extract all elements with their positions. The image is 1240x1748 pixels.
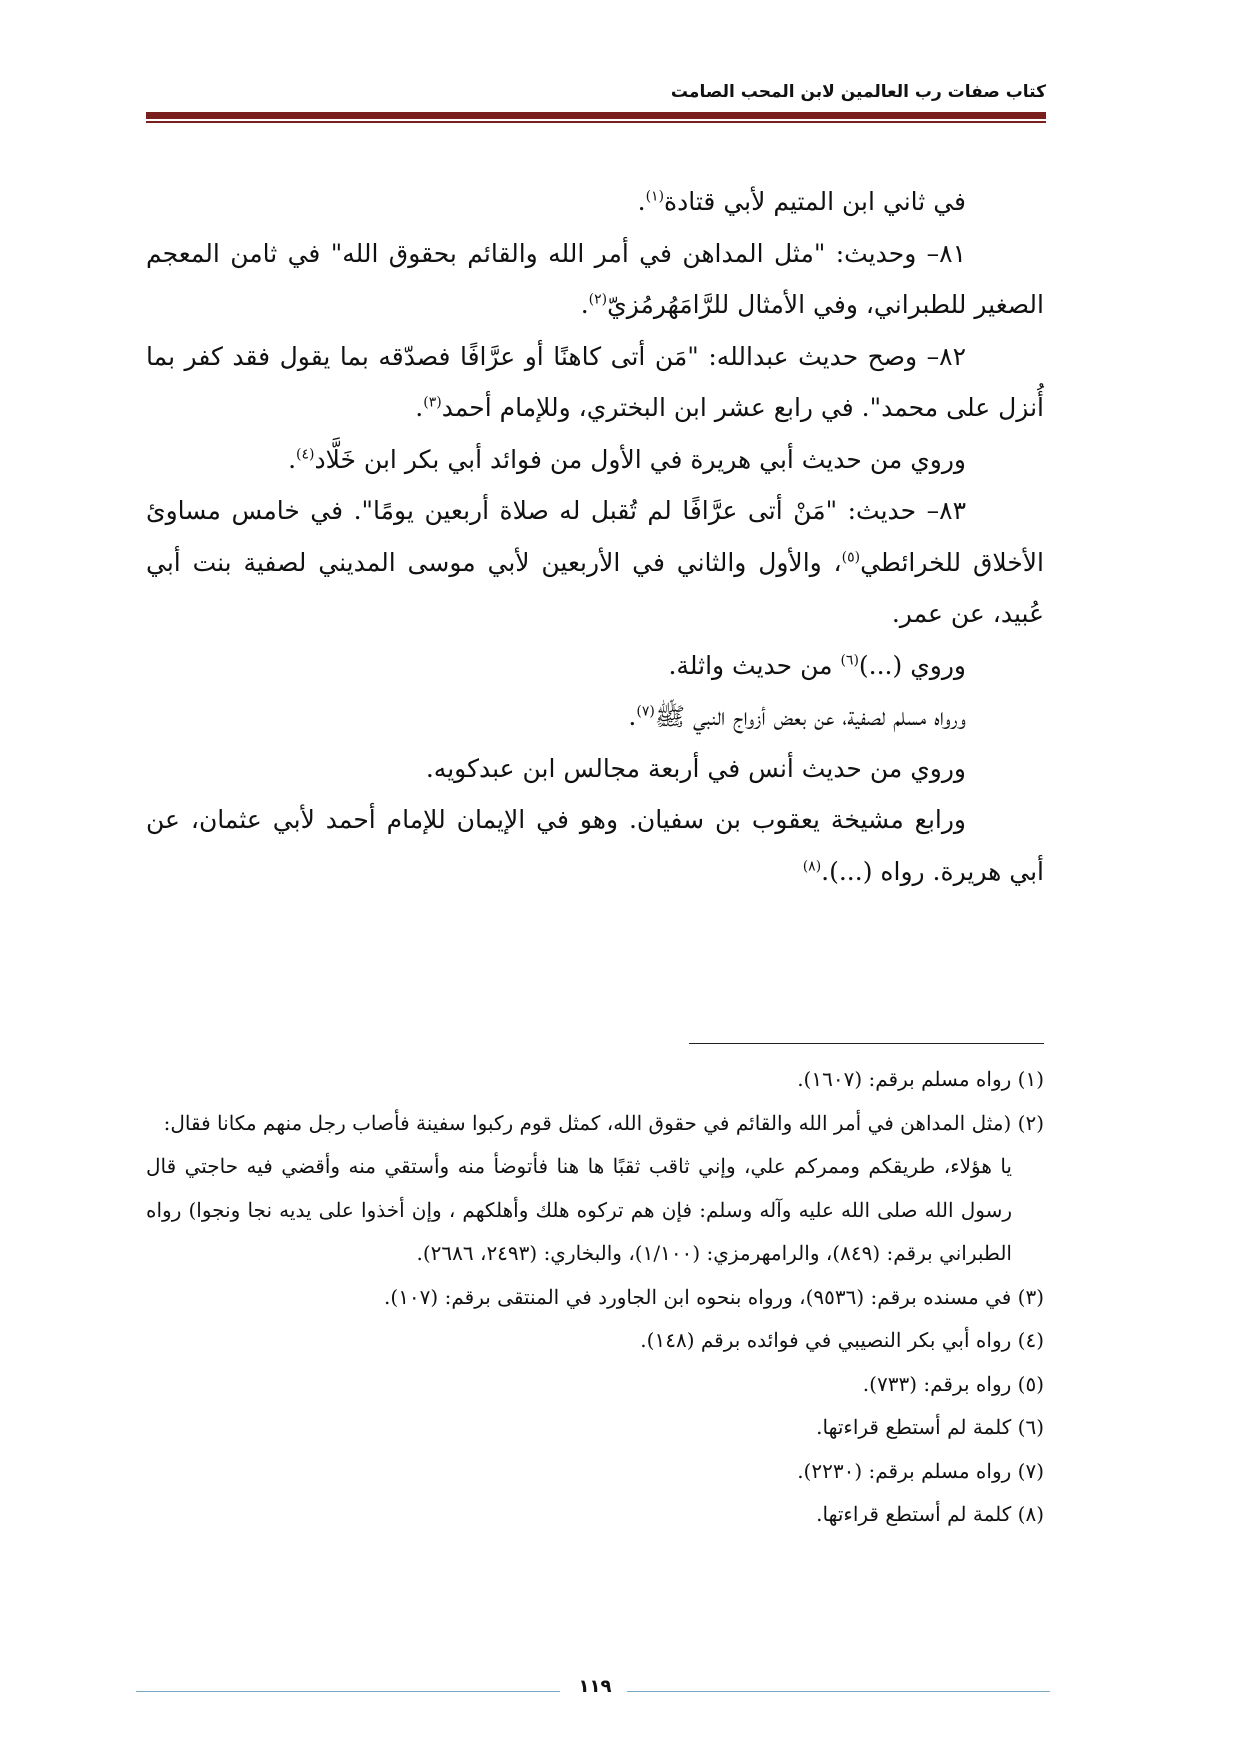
- paragraph-5: ٨٣– حديث: "مَنْ أتى عرَّافًا لم تُقبل له صلاة أربعين يومًا". في خامس مساوئ الأخلاق للخرائطي$^{(٥)}$، والأول والثاني في الأربعين لأبي موسى المديني لصفية بنت أبي عُبيد، عن عمر.: [146, 496, 1044, 628]
- footnote-ref-5: (٥): [841, 549, 861, 566]
- page-number: ١١٩: [578, 1676, 612, 1697]
- footnote-5: (٥) رواه برقم: (٧٣٣).: [862, 1371, 1044, 1396]
- paragraph-6: وروي (...)$^{(٦)}$ من حديث واثلة.: [668, 650, 966, 680]
- footer-rule-right: [627, 1691, 1050, 1692]
- running-header: [146, 82, 1046, 122]
- paragraph-4: وروي من حديث أبي هريرة في الأول من فوائد أبي بكر ابن خَلَّاد$^{(٤)}$.: [288, 444, 966, 474]
- footnote-8: (٨) كلمة لم أستطع قراءتها.: [816, 1502, 1044, 1526]
- paragraph-7: ورواه مسلم لصفية، عن بعض أزواج النبي ﷺ$^{(٧)}$.: [628, 702, 966, 731]
- paragraph-8: وروي من حديث أنس في أربعة مجالس ابن عبدكويه.: [425, 753, 966, 783]
- footnotes: [146, 1058, 1044, 1537]
- header-rule-thin: [146, 121, 1046, 123]
- footnote-6: (٦) كلمة لم أستطع قراءتها.: [816, 1415, 1044, 1439]
- main-text: [146, 176, 1044, 897]
- footnote-1: (١) رواه مسلم برقم: (١٦٠٧).: [797, 1067, 1044, 1091]
- footnote-4: (٤) رواه أبي بكر النصيبي في فوائده برقم (١٤٨).: [640, 1328, 1044, 1352]
- book-title: كتاب صفات رب العالمين لابن المحب الصامت: [670, 82, 1046, 102]
- paragraph-2: ٨١– وحديث: "مثل المداهن في أمر الله والقائم بحقوق الله" في ثامن المعجم الصغير للطبراني، وفي الأمثال للرَّامَهُرمُزيّ$^{(٢)}$.: [146, 238, 1044, 319]
- footnote-3: (٣) في مسنده برقم: (٩٥٣٦)، ورواه بنحوه ابن الجاورد في المنتقى برقم: (١٠٧).: [384, 1284, 1044, 1309]
- footer-rule-left: [136, 1691, 560, 1692]
- footnote-ref-8: (٨): [802, 858, 822, 875]
- paragraph-9: ورابع مشيخة يعقوب بن سفيان. وهو في الإيمان للإمام أحمد لأبي عثمان، عن أبي هريرة. رواه (...).$^{(٨)}$: [146, 805, 1044, 886]
- footnote-ref-7: (٧): [636, 703, 655, 720]
- footnote-ref-3: (٣): [423, 394, 442, 411]
- paragraph-3: ٨٢– وصح حديث عبدالله: "مَن أتى كاهنًا أو عرَّافًا فصدّقه بما يقول فقد كفر بما أُنزل على محمد". في رابع عشر ابن البختري، وللإمام أحمد$^{(٣)}$.: [146, 341, 1044, 422]
- footnote-2-continued: يا هؤلاء، طريقكم وممركم علي، وإني ثاقب ثقبًا ها هنا فأتوضأ منه وأستقي منه وأقضي فيه حاجتي قال رسول الله صلى الله عليه وآله وسلم: فإن هم تركوه هلك وأهلكهم ، وإن أخذوا على يديه نجا ونجوا) رواه الطبراني برقم: (٨٤٩)، والرامهرمزي: (١/١٠٠)، والبخاري: (٢٤٩٣، ٢٦٨٦).: [146, 1154, 1012, 1265]
- paragraph-1: في ثاني ابن المتيم لأبي قتادة$^{(١)}$.: [637, 187, 966, 216]
- footnote-ref-4: (٤): [296, 446, 315, 463]
- footnote-7: (٧) رواه مسلم برقم: (٢٢٣٠).: [797, 1458, 1044, 1483]
- footnote-2: (٢) (مثل المداهن في أمر الله والقائم في حقوق الله، كمثل قوم ركبوا سفينة فأصاب رجل منهم مكانا فقال:: [163, 1110, 1044, 1135]
- header-rule-thick: [146, 112, 1046, 119]
- footnote-separator: [689, 1043, 1044, 1044]
- footnote-ref-2: (٢): [588, 291, 608, 308]
- footnote-ref-6: (٦): [840, 652, 859, 669]
- footnote-ref-1: (١): [645, 188, 665, 205]
